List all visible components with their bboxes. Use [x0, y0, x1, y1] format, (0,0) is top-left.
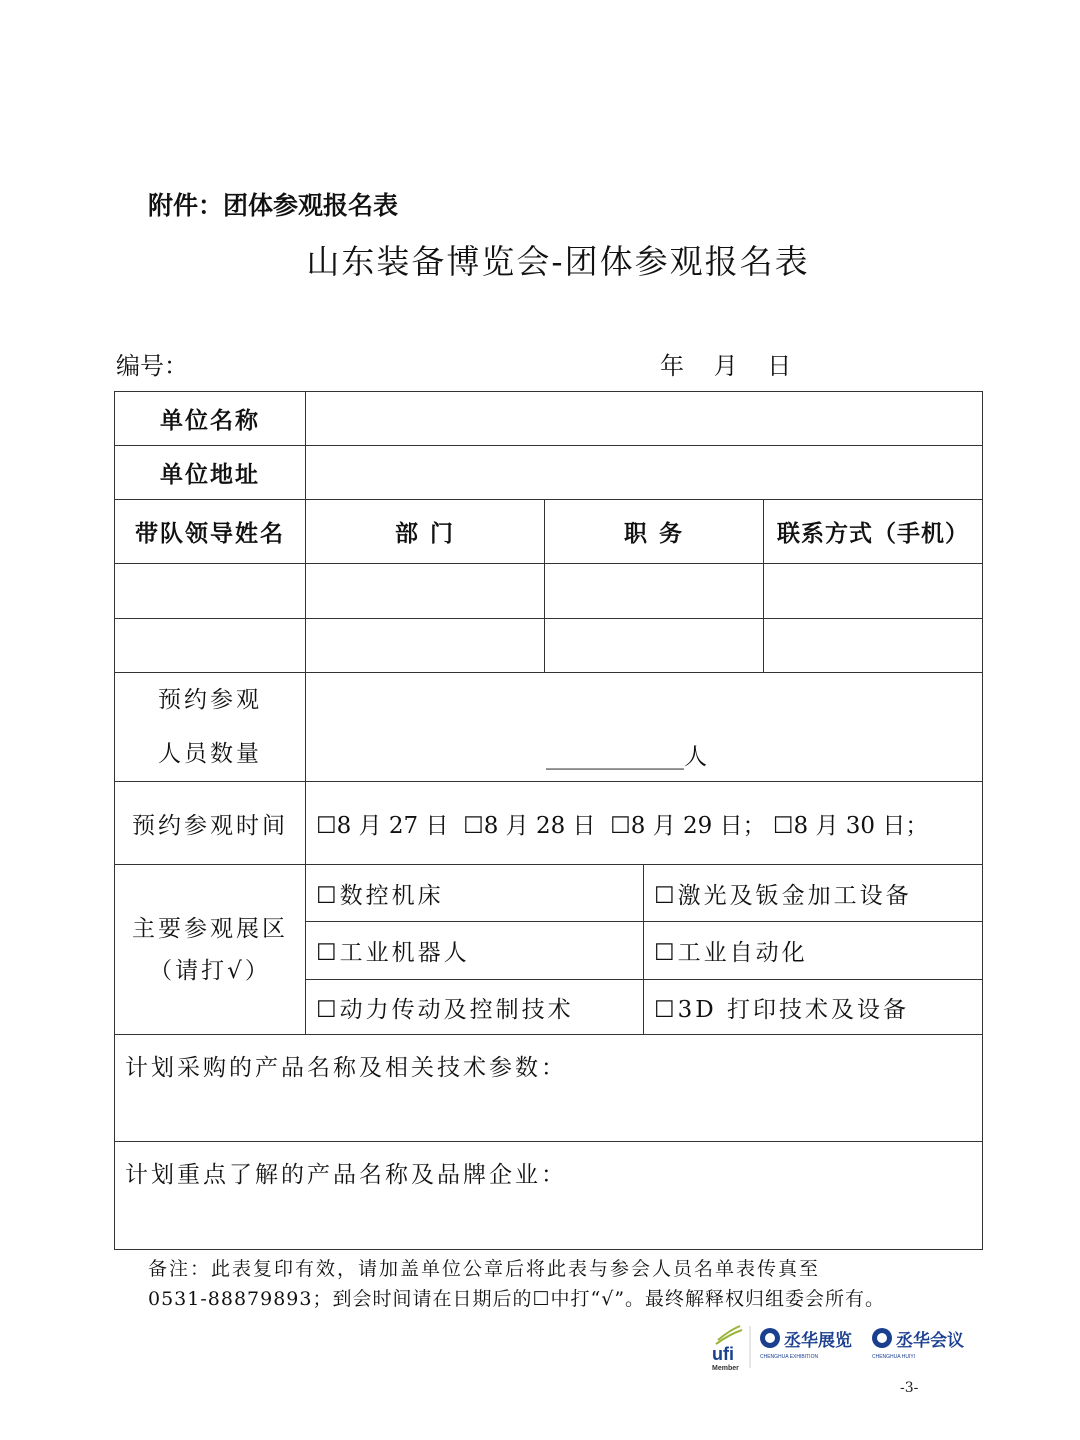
unit-address-label: 单位地址	[115, 446, 306, 500]
chenghua-exhibition-logo	[760, 1328, 852, 1360]
svg-text:丞华展览: 丞华展览	[784, 1331, 852, 1351]
header-leader-name: 带队领导姓名	[115, 500, 306, 564]
footer-logos	[710, 1322, 985, 1372]
note	[148, 1254, 885, 1314]
chenghua-huiyi-logo	[872, 1328, 964, 1360]
area-option-3d-printing[interactable]: ☐3D 打印技术及设备	[644, 980, 983, 1035]
date-labels: 年 月 日	[660, 352, 792, 380]
registration-table	[114, 391, 983, 1250]
interest-label: 计划重点了解的产品名称及品牌企业：	[125, 1162, 567, 1188]
header-department: 部 门	[306, 500, 545, 564]
visitor-count-label-1: 预约参观	[158, 687, 262, 713]
header-position: 职 务	[545, 500, 764, 564]
area-option-automation[interactable]: ☐工业自动化	[644, 922, 983, 980]
attachment-heading: 附件：团体参观报名表	[148, 191, 399, 220]
department-cell[interactable]	[306, 564, 545, 619]
date-option-aug27[interactable]: ☐8 月 27 日	[316, 812, 449, 839]
leader-name-cell[interactable]	[115, 619, 306, 673]
number-label: 编号：	[116, 352, 188, 380]
svg-text:ufi: ufi	[712, 1344, 734, 1364]
svg-text:丞华会议: 丞华会议	[896, 1331, 964, 1351]
ufi-logo	[712, 1326, 742, 1372]
leader-name-cell[interactable]	[115, 564, 306, 619]
svg-text:CHENGHUA EXHIBITION: CHENGHUA EXHIBITION	[760, 1354, 819, 1360]
area-option-transmission[interactable]: ☐动力传动及控制技术	[306, 980, 644, 1035]
area-option-cnc[interactable]: ☐数控机床	[306, 865, 644, 922]
department-cell[interactable]	[306, 619, 545, 673]
note-line-1: 备注：此表复印有效，请加盖单位公章后将此表与参会人员名单表传真至	[148, 1258, 821, 1280]
position-cell[interactable]	[545, 619, 764, 673]
date-option-aug29[interactable]: ☐8 月 29 日；	[610, 812, 766, 839]
form-title: 山东装备博览会-团体参观报名表	[306, 242, 810, 281]
page-number: -3-	[900, 1380, 919, 1396]
visitor-count-field[interactable]	[306, 673, 983, 782]
areas-label-1: 主要参观展区	[132, 915, 288, 942]
purchase-field[interactable]	[115, 1035, 983, 1142]
svg-text:Member: Member	[712, 1365, 739, 1372]
unit-name-field[interactable]	[306, 392, 983, 446]
interest-field[interactable]	[115, 1142, 983, 1250]
contact-cell[interactable]	[764, 619, 983, 673]
contact-cell[interactable]	[764, 564, 983, 619]
visitor-count-label-2: 人员数量	[158, 741, 262, 767]
visit-time-label: 预约参观时间	[115, 782, 306, 865]
unit-address-field[interactable]	[306, 446, 983, 500]
purchase-label: 计划采购的产品名称及相关技术参数：	[125, 1055, 567, 1081]
areas-label-2: （请打√）	[149, 957, 271, 984]
date-option-aug28[interactable]: ☐8 月 28 日	[463, 812, 596, 839]
unit-name-label: 单位名称	[115, 392, 306, 446]
header-contact: 联系方式（手机）	[764, 500, 983, 564]
visitor-count-suffix: ____________人	[546, 744, 707, 770]
note-line-2: 0531-88879893；到会时间请在日期后的☐中打“√”。最终解释权归组委会所有。	[148, 1288, 886, 1310]
area-option-laser[interactable]: ☐激光及钣金加工设备	[644, 865, 983, 922]
date-option-aug30[interactable]: ☐8 月 30 日；	[772, 812, 929, 839]
position-cell[interactable]	[545, 564, 764, 619]
area-option-robot[interactable]: ☐工业机器人	[306, 922, 644, 980]
svg-text:CHENGHUA HUIYI: CHENGHUA HUIYI	[872, 1354, 916, 1360]
